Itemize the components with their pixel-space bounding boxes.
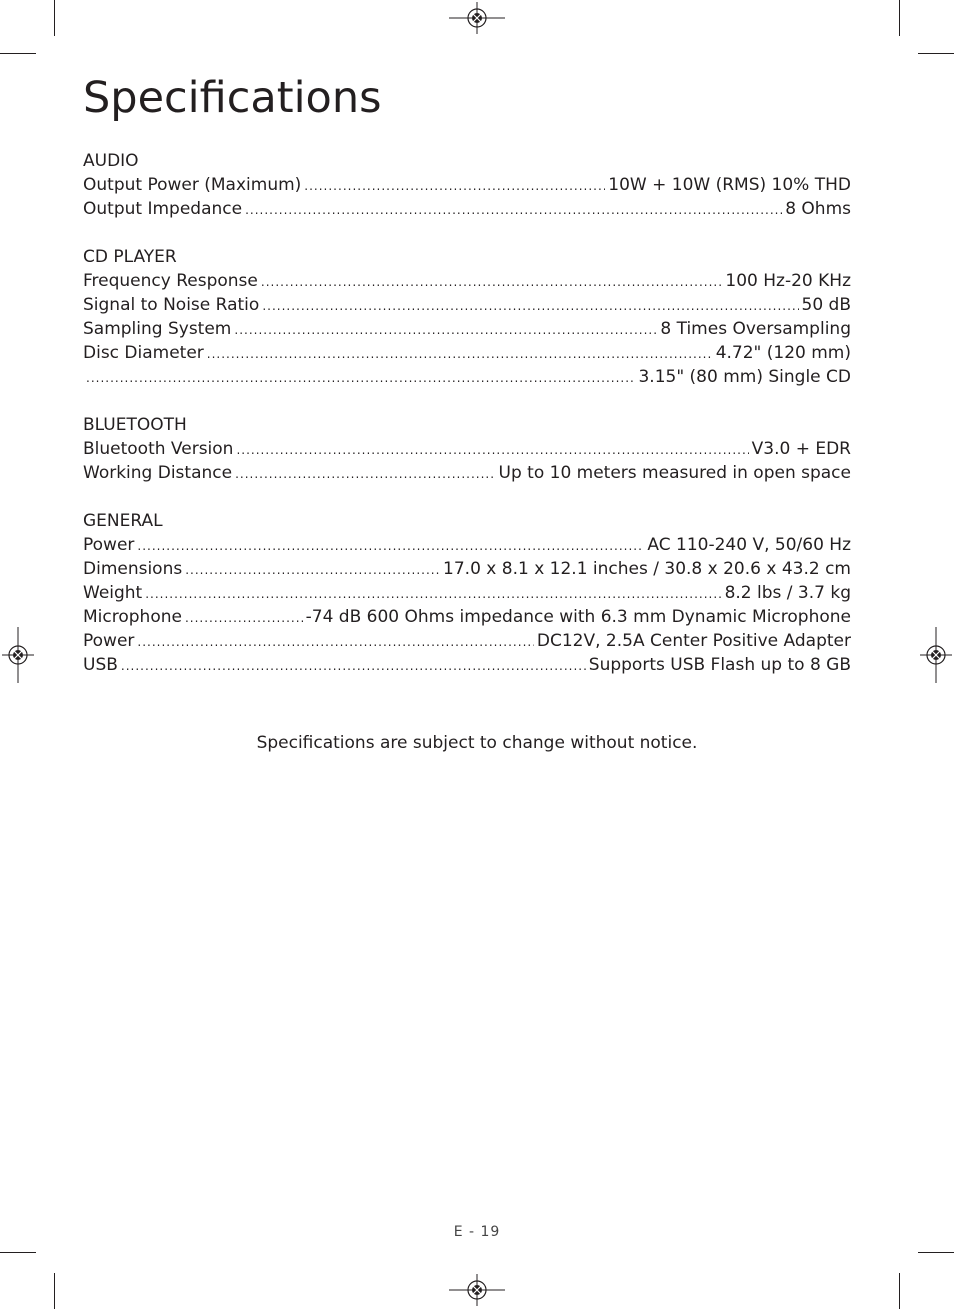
dot-leader <box>185 606 303 629</box>
section-heading: AUDIO <box>83 151 139 171</box>
dot-leader <box>137 534 644 557</box>
dot-leader <box>207 342 713 365</box>
spec-row <box>83 533 851 557</box>
spec-row <box>83 197 851 221</box>
spec-label: Signal to Noise Ratio <box>83 295 260 315</box>
spec-value: Up to 10 meters measured in open space <box>498 463 851 483</box>
page-number: E - 19 <box>453 1224 501 1240</box>
crop-mark-bottom-right-v <box>899 1273 900 1309</box>
spec-value: 4.72" (120 mm) <box>715 343 851 363</box>
registration-mark-top-icon <box>449 2 505 34</box>
section-bluetooth <box>83 413 851 485</box>
spec-row <box>83 629 851 653</box>
spec-row <box>83 461 851 485</box>
spec-label: Working Distance <box>83 463 233 483</box>
crop-mark-top-left-v <box>54 0 55 36</box>
spec-row <box>83 605 851 629</box>
dot-leader <box>235 462 495 485</box>
spec-row-continuation <box>83 365 851 389</box>
registration-mark-bottom-icon <box>449 1274 505 1306</box>
spec-row <box>83 437 851 461</box>
spec-label: Weight <box>83 583 143 603</box>
spec-value: 8.2 lbs / 3.7 kg <box>724 583 851 603</box>
spec-value: 17.0 x 8.1 x 12.1 inches / 30.8 x 20.6 x 43.2 cm <box>443 559 851 579</box>
spec-label: Power <box>83 631 135 651</box>
crop-mark-bottom-left-h <box>0 1252 36 1253</box>
spec-value: 50 dB <box>801 295 851 315</box>
spec-row <box>83 581 851 605</box>
crop-mark-top-right-v <box>899 0 900 36</box>
crop-mark-bottom-left-v <box>54 1273 55 1309</box>
section-general <box>83 509 851 677</box>
section-cd-player <box>83 245 851 389</box>
spec-value: V3.0 + EDR <box>751 439 851 459</box>
dot-leader <box>234 318 657 341</box>
spec-label: Sampling System <box>83 319 232 339</box>
spec-value: Supports USB Flash up to 8 GB <box>588 655 851 675</box>
section-heading: CD PLAYER <box>83 247 177 267</box>
spec-row <box>83 173 851 197</box>
crop-mark-top-right-h <box>918 53 954 54</box>
dot-leader <box>261 270 723 293</box>
crop-mark-bottom-right-h <box>918 1252 954 1253</box>
spec-value: AC 110-240 V, 50/60 Hz <box>647 535 851 555</box>
dot-leader <box>86 366 635 389</box>
spec-value: -74 dB 600 Ohms impedance with 6.3 mm Dynamic Microphone <box>305 607 851 627</box>
spec-value: 100 Hz-20 KHz <box>725 271 851 291</box>
spec-value: 10W + 10W (RMS) 10% THD <box>608 175 851 195</box>
spec-value: DC12V, 2.5A Center Positive Adapter <box>536 631 851 651</box>
spec-row <box>83 653 851 677</box>
section-heading: BLUETOOTH <box>83 415 187 435</box>
spec-label: Power <box>83 535 135 555</box>
spec-list <box>83 149 851 701</box>
spec-value: 3.15" (80 mm) Single CD <box>638 367 851 387</box>
spec-label: Bluetooth Version <box>83 439 234 459</box>
dot-leader <box>185 558 440 581</box>
dot-leader <box>137 630 533 653</box>
spec-label: Disc Diameter <box>83 343 204 363</box>
dot-leader <box>236 438 748 461</box>
spec-label: Frequency Response <box>83 271 258 291</box>
registration-mark-left-icon <box>2 627 34 683</box>
spec-label: Dimensions <box>83 559 183 579</box>
dot-leader <box>145 582 721 605</box>
change-notice: Specifications are subject to change without notice. <box>256 733 698 753</box>
section-heading: GENERAL <box>83 511 163 531</box>
spec-label: Microphone <box>83 607 182 627</box>
spec-value: 8 Ohms <box>785 199 851 219</box>
dot-leader <box>245 198 782 221</box>
spec-row <box>83 269 851 293</box>
spec-row <box>83 557 851 581</box>
spec-row <box>83 317 851 341</box>
spec-value: 8 Times Oversampling <box>660 319 851 339</box>
dot-leader <box>304 174 605 197</box>
crop-mark-top-left-h <box>0 53 36 54</box>
spec-label: Output Power (Maximum) <box>83 175 302 195</box>
section-audio <box>83 149 851 221</box>
spec-label: USB <box>83 655 118 675</box>
dot-leader <box>262 294 798 317</box>
spec-row <box>83 341 851 365</box>
page-title: Specifications <box>83 73 382 123</box>
spec-label: Output Impedance <box>83 199 243 219</box>
registration-mark-right-icon <box>920 627 952 683</box>
spec-row <box>83 293 851 317</box>
dot-leader <box>121 654 586 677</box>
